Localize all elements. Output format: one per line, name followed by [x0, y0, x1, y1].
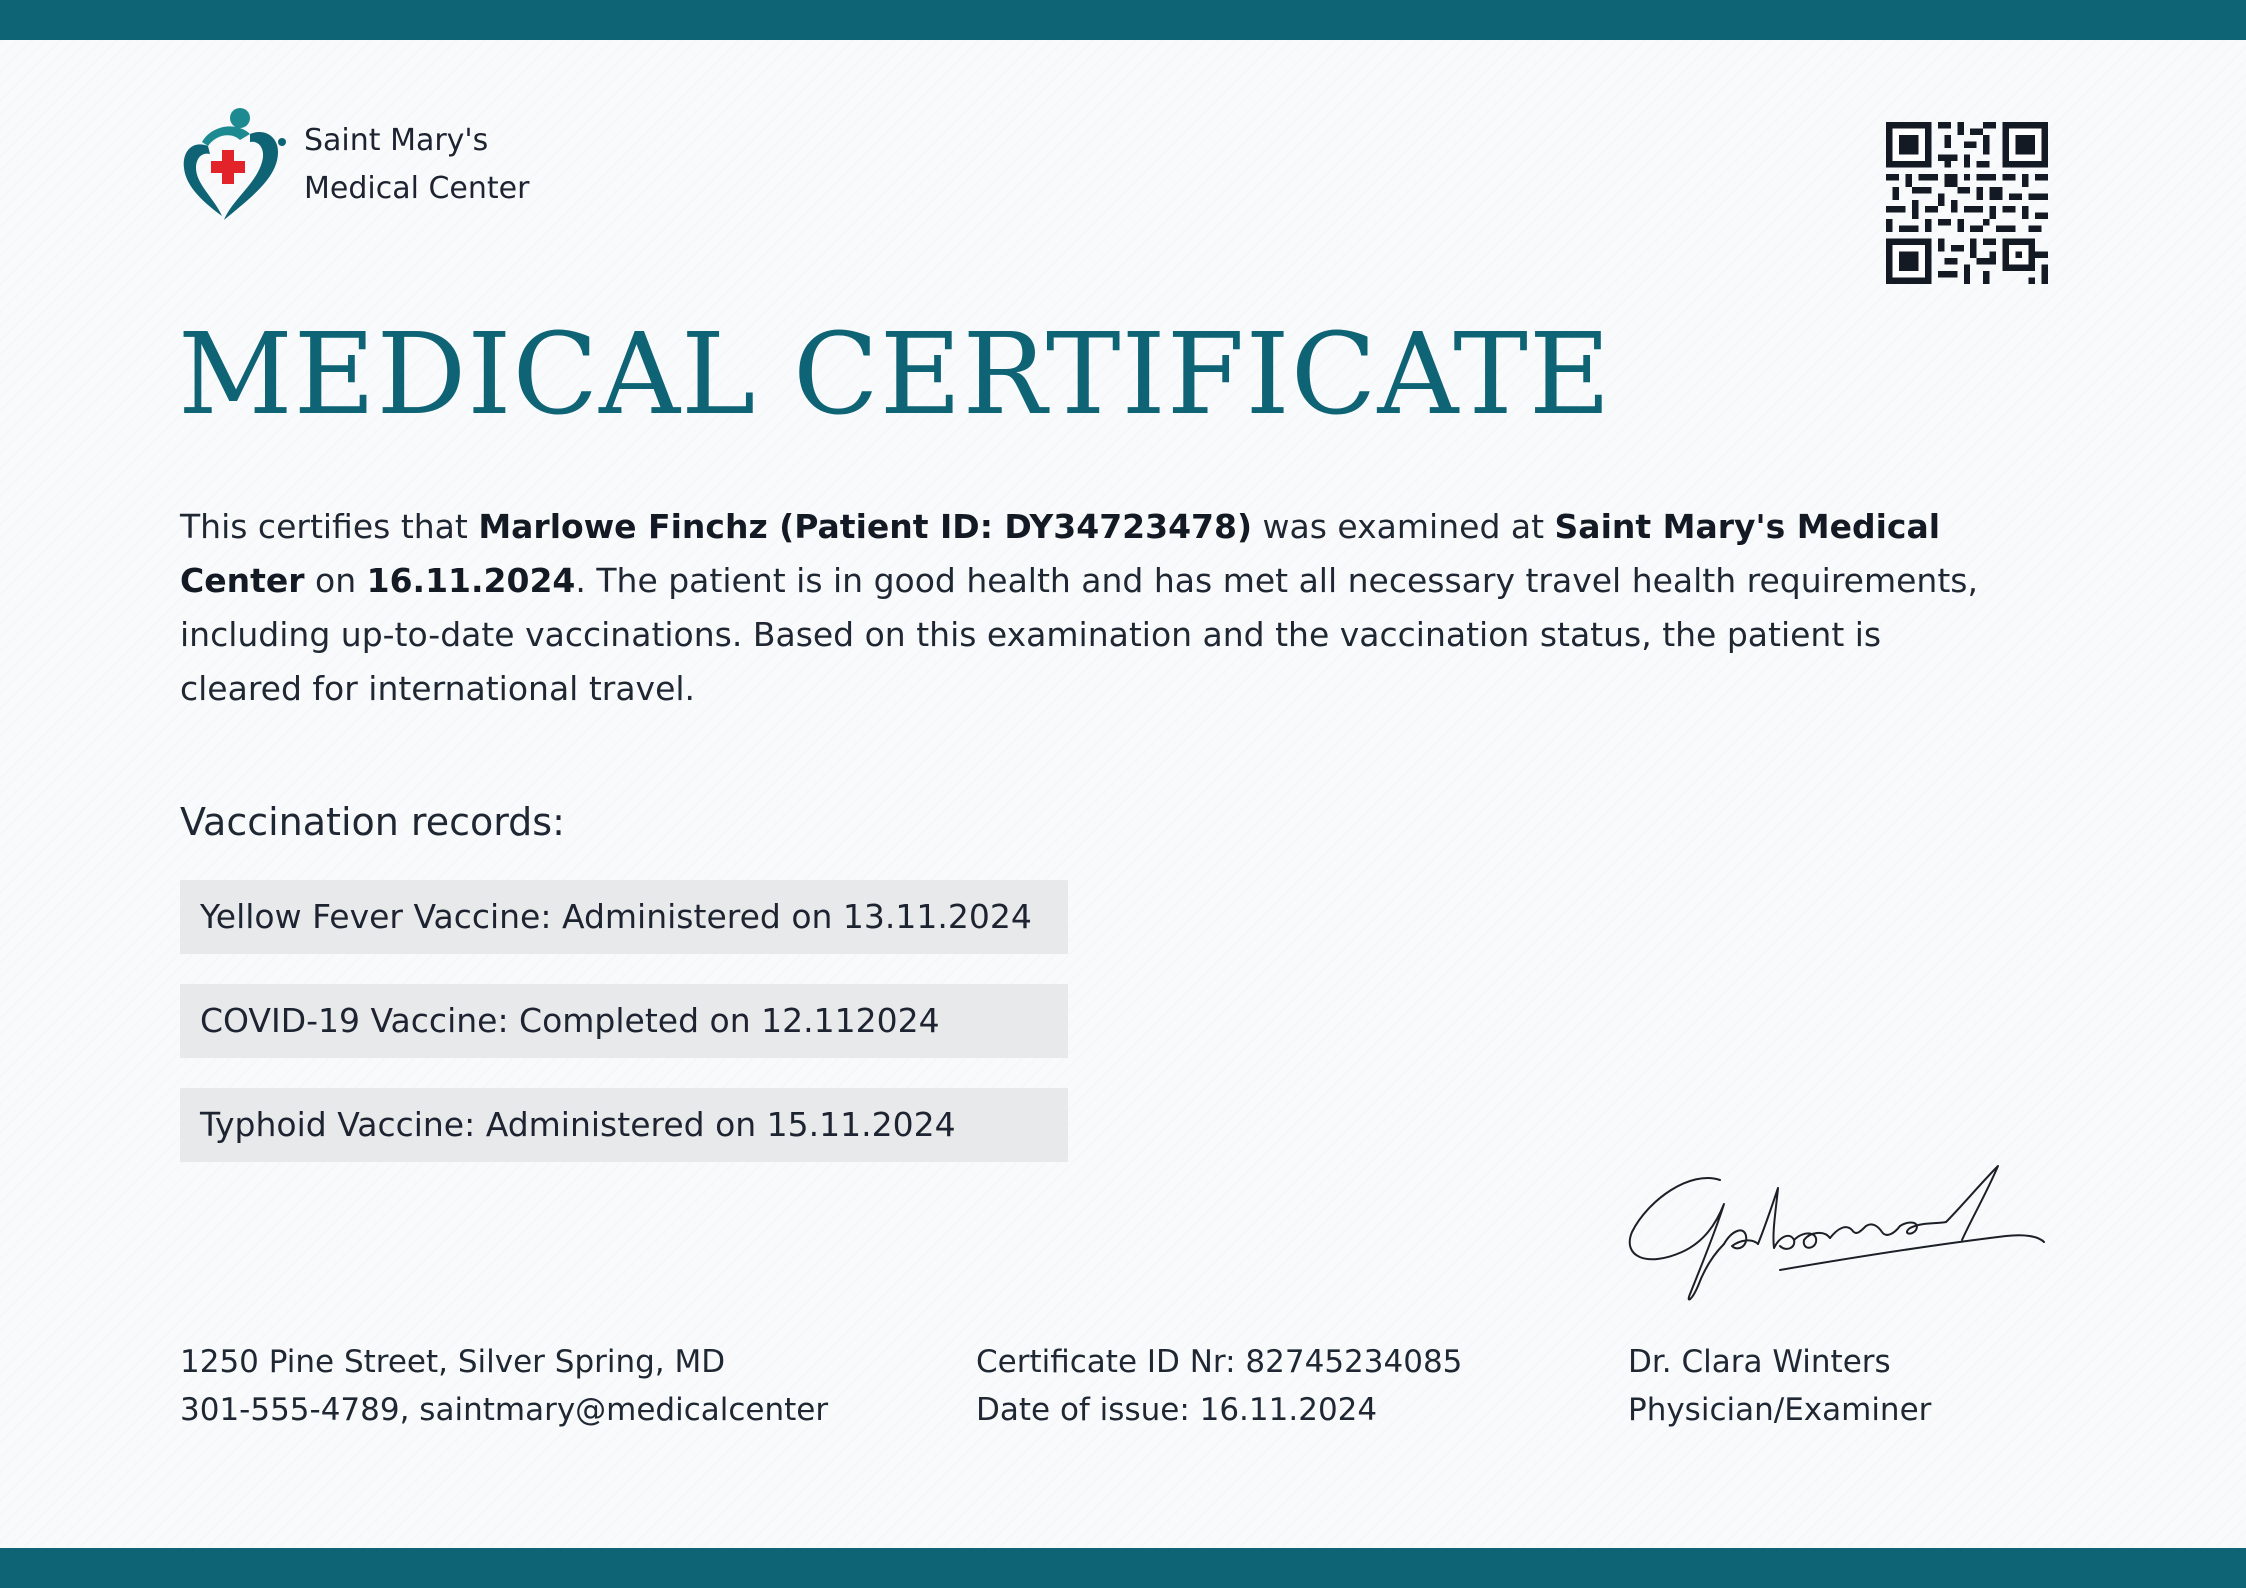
facility-contact: 301-555-4789, saintmary@medicalcenter: [180, 1392, 829, 1428]
vaccination-record-typhoid: Typhoid Vaccine: Administered on 15.11.2024: [180, 1088, 1068, 1162]
statement-intro: This certifies that: [180, 507, 479, 546]
statement-rest: . The patient is in good health and has met all necessary travel health requirements, including up-to-date vaccinations. Based on this examination and the vaccination status, the patient is cleared for international travel.: [180, 561, 1978, 708]
certification-statement: [180, 500, 2000, 716]
footer-certificate-block: [976, 1338, 1462, 1434]
brand-name: [304, 117, 529, 213]
brand-name-line-1: Saint Mary's: [304, 123, 489, 158]
top-accent-bar: [0, 0, 2246, 40]
vaccination-records-list: [180, 880, 1068, 1192]
statement-on: on: [304, 561, 367, 600]
qr-code-icon: [1886, 122, 2048, 284]
signer-role: Physician/Examiner: [1628, 1392, 1932, 1428]
statement-examined: was examined at: [1252, 507, 1555, 546]
brand-name-line-2: Medical Center: [304, 171, 530, 206]
exam-date: 16.11.2024: [366, 561, 576, 600]
certificate-id: Certificate ID Nr: 82745234085: [976, 1344, 1463, 1380]
vaccination-record-yellow-fever: Yellow Fever Vaccine: Administered on 13.11.2024: [180, 880, 1068, 954]
facility-address: 1250 Pine Street, Silver Spring, MD: [180, 1344, 726, 1380]
heart-with-cross-logo-icon: [178, 106, 286, 224]
vaccination-record-covid-19: COVID-19 Vaccine: Completed on 12.112024: [180, 984, 1068, 1058]
facility-name: Saint Mary's Medical Center: [180, 507, 1941, 600]
brand: [178, 106, 529, 224]
patient-name-id: Marlowe Finchz (Patient ID: DY34723478): [478, 507, 1253, 546]
bottom-accent-bar: [0, 1548, 2246, 1588]
signer-name: Dr. Clara Winters: [1628, 1344, 1891, 1380]
handwritten-signature-icon: [1620, 1160, 2050, 1310]
issue-date: Date of issue: 16.11.2024: [976, 1392, 1378, 1428]
footer-signer-block: [1628, 1338, 1931, 1434]
footer-address-block: [180, 1338, 828, 1434]
page-title: MEDICAL CERTIFICATE: [178, 310, 1612, 440]
vaccination-records-heading: Vaccination records:: [180, 800, 565, 844]
